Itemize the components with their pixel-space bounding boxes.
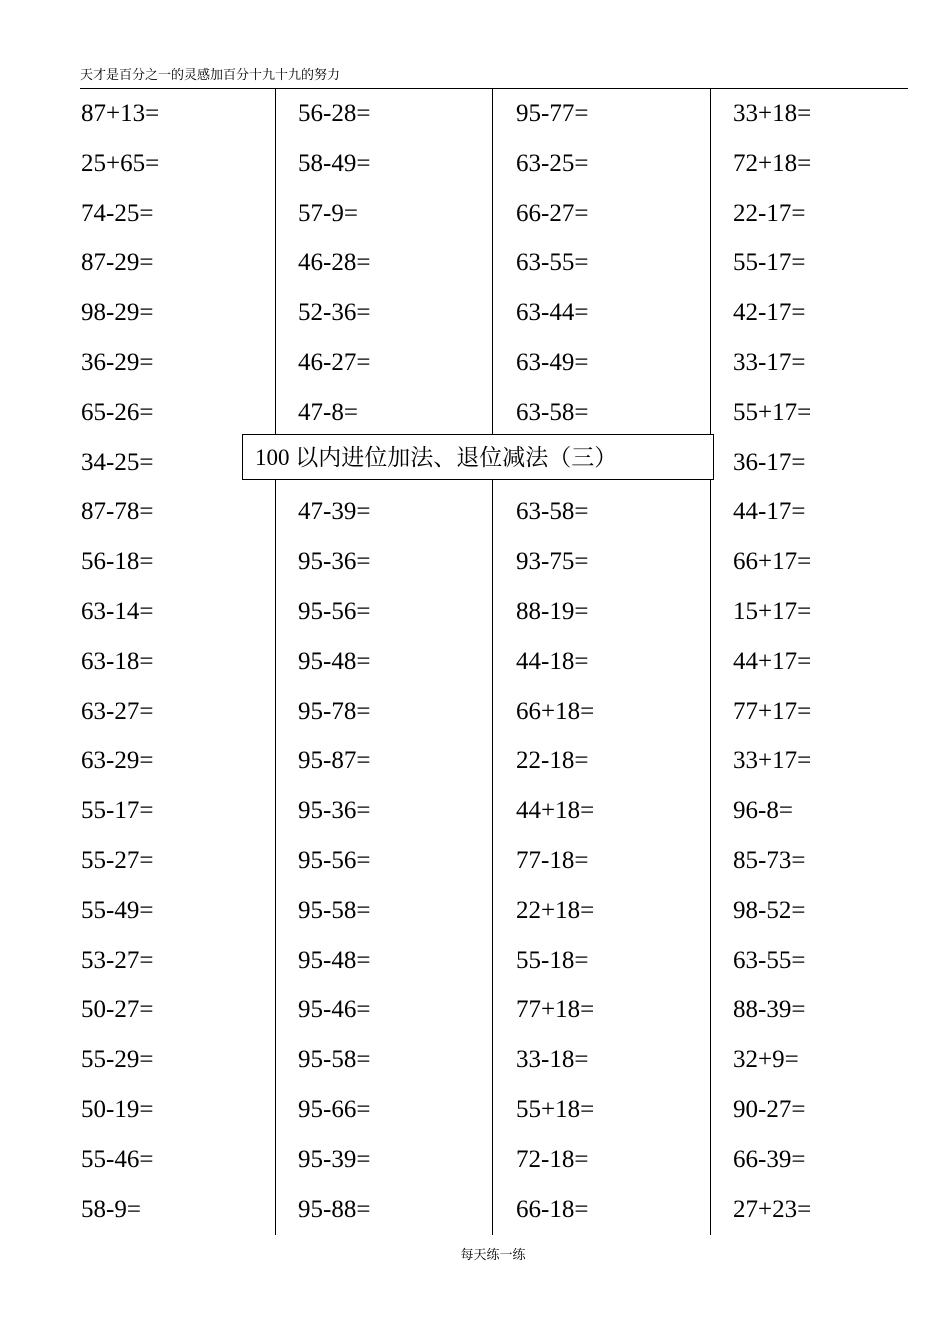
arithmetic-problem: 33-18= (516, 1046, 589, 1074)
arithmetic-problem: 63-27= (81, 697, 154, 725)
arithmetic-problem: 66-27= (516, 199, 589, 227)
arithmetic-problem: 85-73= (733, 847, 806, 874)
arithmetic-problem: 27+23= (733, 1195, 812, 1223)
column-divider (492, 89, 493, 1235)
arithmetic-problem: 46-27= (298, 349, 371, 376)
arithmetic-problem: 95-56= (298, 847, 371, 874)
arithmetic-problem: 95-78= (298, 697, 371, 725)
arithmetic-problem: 88-19= (516, 598, 589, 625)
arithmetic-problem: 95-66= (298, 1096, 371, 1123)
arithmetic-problem: 87+13= (81, 100, 160, 127)
arithmetic-problem: 33-17= (733, 349, 806, 376)
arithmetic-problem: 90-27= (733, 1096, 806, 1123)
arithmetic-problem: 72+18= (733, 149, 812, 177)
arithmetic-problem: 58-49= (298, 149, 371, 177)
arithmetic-problem: 95-58= (298, 1046, 371, 1074)
arithmetic-problem: 77+17= (733, 697, 812, 725)
arithmetic-problem: 36-29= (81, 349, 154, 376)
arithmetic-problem: 57-9= (298, 199, 358, 227)
header-motto: 天才是百分之一的灵感加百分十九十九的努力 (80, 67, 341, 82)
arithmetic-problem: 95-39= (298, 1145, 371, 1173)
arithmetic-problem: 15+17= (733, 598, 812, 625)
arithmetic-problem: 88-39= (733, 996, 806, 1024)
arithmetic-problem: 22-18= (516, 747, 589, 775)
arithmetic-problem: 87-29= (81, 249, 154, 277)
arithmetic-problem: 55-18= (516, 946, 589, 974)
arithmetic-problem: 63-58= (516, 498, 589, 526)
arithmetic-problem: 55-27= (81, 847, 154, 874)
arithmetic-problem: 95-36= (298, 548, 371, 576)
arithmetic-problem: 55+18= (516, 1096, 595, 1123)
arithmetic-problem: 63-25= (516, 149, 589, 177)
arithmetic-problem: 63-18= (81, 647, 154, 675)
arithmetic-problem: 55-49= (81, 896, 154, 924)
arithmetic-problem: 95-46= (298, 996, 371, 1024)
arithmetic-problem: 56-18= (81, 548, 154, 576)
arithmetic-problem: 46-28= (298, 249, 371, 277)
arithmetic-problem: 95-48= (298, 946, 371, 974)
arithmetic-problem: 25+65= (81, 149, 160, 177)
arithmetic-problem: 47-8= (298, 398, 358, 426)
arithmetic-problem: 47-39= (298, 498, 371, 526)
arithmetic-problem: 77+18= (516, 996, 595, 1024)
arithmetic-problem: 44+18= (516, 797, 595, 825)
arithmetic-problem: 52-36= (298, 299, 371, 327)
arithmetic-problem: 22-17= (733, 199, 806, 227)
arithmetic-problem: 63-29= (81, 747, 154, 775)
arithmetic-problem: 95-58= (298, 896, 371, 924)
column-divider (710, 89, 711, 1235)
footer-text: 每天练一练 (460, 1247, 526, 1262)
arithmetic-problem: 72-18= (516, 1145, 589, 1173)
arithmetic-problem: 58-9= (81, 1195, 141, 1223)
arithmetic-problem: 77-18= (516, 847, 589, 874)
arithmetic-problem: 63-58= (516, 398, 589, 426)
arithmetic-problem: 95-88= (298, 1195, 371, 1223)
column-divider (275, 89, 276, 1235)
arithmetic-problem: 95-56= (298, 598, 371, 625)
arithmetic-problem: 66-39= (733, 1145, 806, 1173)
arithmetic-problem: 55-29= (81, 1046, 154, 1074)
arithmetic-problem: 44-18= (516, 647, 589, 675)
arithmetic-problem: 42-17= (733, 299, 806, 327)
worksheet-title-box (242, 434, 714, 480)
arithmetic-problem: 95-87= (298, 747, 371, 775)
arithmetic-problem: 55-17= (733, 249, 806, 277)
arithmetic-problem: 36-17= (733, 448, 806, 476)
arithmetic-problem: 44+17= (733, 647, 812, 675)
arithmetic-problem: 87-78= (81, 498, 154, 526)
arithmetic-problem: 95-36= (298, 797, 371, 825)
arithmetic-problem: 33+17= (733, 747, 812, 775)
arithmetic-problem: 34-25= (81, 448, 154, 476)
arithmetic-problem: 98-29= (81, 299, 154, 327)
arithmetic-problem: 96-8= (733, 797, 793, 825)
arithmetic-problem: 44-17= (733, 498, 806, 526)
arithmetic-problem: 50-19= (81, 1096, 154, 1123)
arithmetic-problem: 55-17= (81, 797, 154, 825)
arithmetic-problem: 63-55= (733, 946, 806, 974)
worksheet-title: 100 以内进位加法、退位减法（三） (255, 445, 618, 470)
arithmetic-problem: 93-75= (516, 548, 589, 576)
arithmetic-problem: 50-27= (81, 996, 154, 1024)
arithmetic-problem: 56-28= (298, 100, 371, 127)
arithmetic-problem: 98-52= (733, 896, 806, 924)
arithmetic-problem: 33+18= (733, 100, 812, 127)
arithmetic-problem: 32+9= (733, 1046, 799, 1074)
arithmetic-problem: 55-46= (81, 1145, 154, 1173)
arithmetic-problem: 66+17= (733, 548, 812, 576)
arithmetic-problem: 63-55= (516, 249, 589, 277)
arithmetic-problem: 65-26= (81, 398, 154, 426)
arithmetic-problem: 22+18= (516, 896, 595, 924)
arithmetic-problem: 63-14= (81, 598, 154, 625)
arithmetic-problem: 95-48= (298, 647, 371, 675)
arithmetic-problem: 66+18= (516, 697, 595, 725)
arithmetic-problem: 55+17= (733, 398, 812, 426)
arithmetic-problem: 74-25= (81, 199, 154, 227)
arithmetic-problem: 66-18= (516, 1195, 589, 1223)
arithmetic-problem: 63-49= (516, 349, 589, 376)
arithmetic-problem: 53-27= (81, 946, 154, 974)
arithmetic-problem: 95-77= (516, 100, 589, 127)
arithmetic-problem: 63-44= (516, 299, 589, 327)
